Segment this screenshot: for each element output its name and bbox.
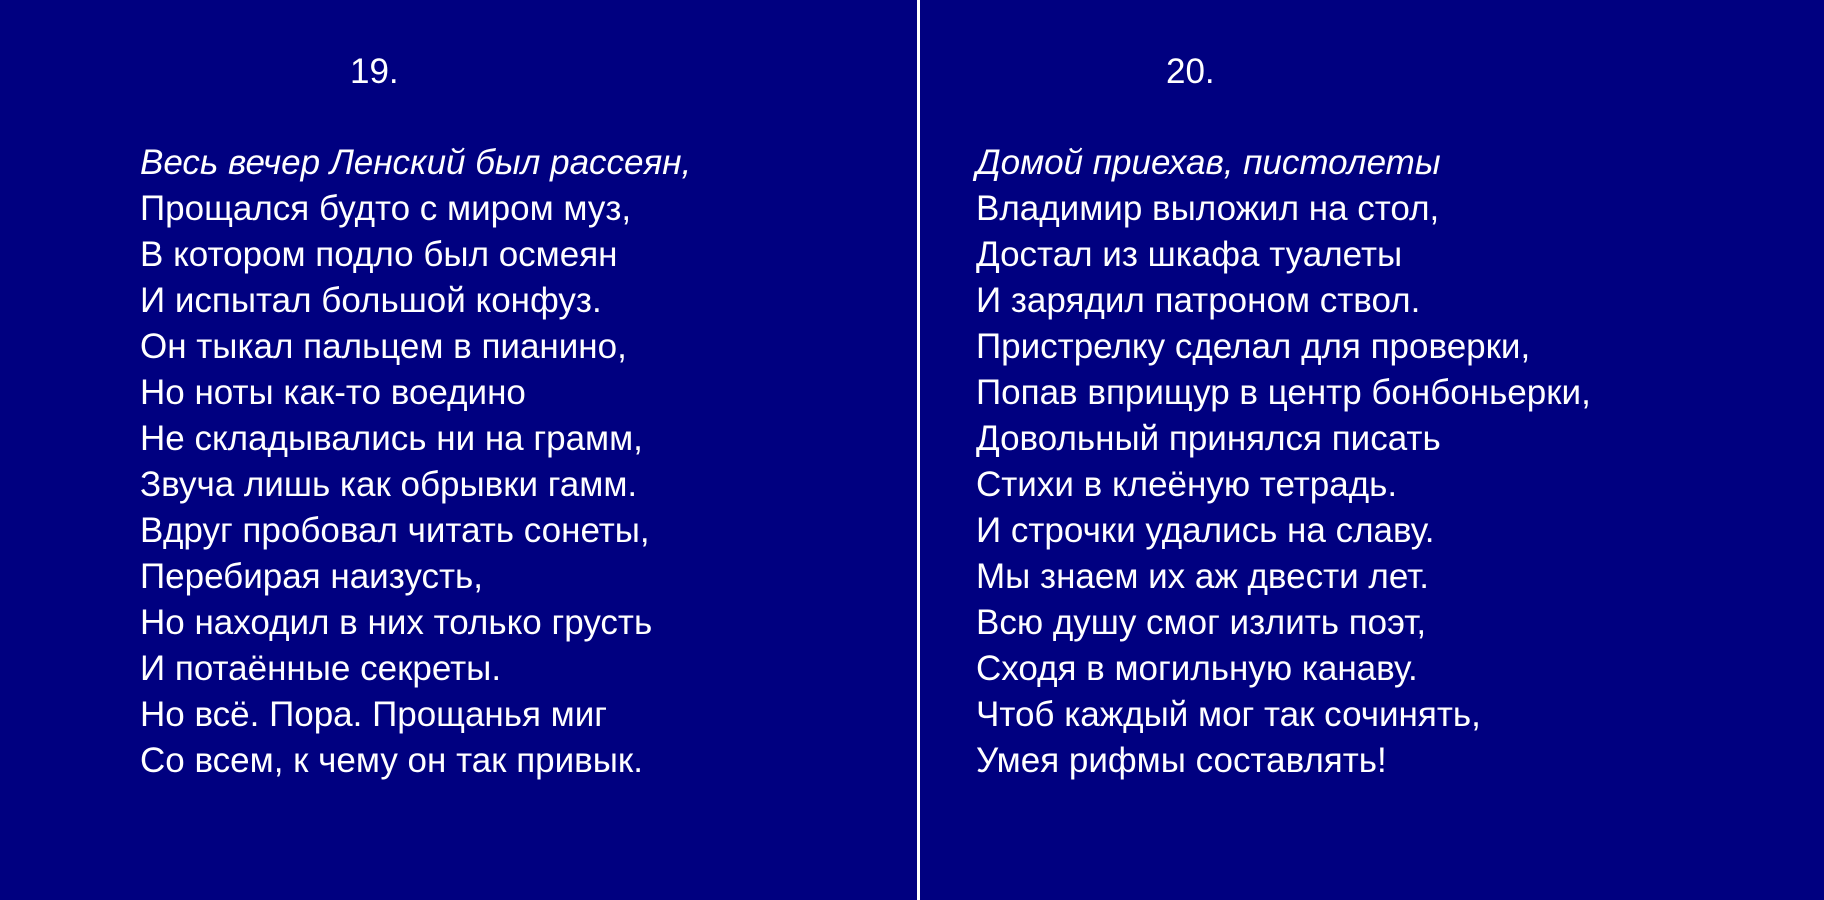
verse-line: Перебирая наизусть,	[140, 557, 483, 596]
verse-line: Сходя в могильную канаву.	[976, 649, 1418, 688]
stanza-number: 20.	[1166, 52, 1215, 91]
verse-line: Попав вприщур в центр бонбоньерки,	[976, 373, 1591, 412]
verse-line: Вдруг пробовал читать сонеты,	[140, 511, 650, 550]
verse-line: Он тыкал пальцем в пианино,	[140, 327, 627, 366]
verse-line: Не складывались ни на грамм,	[140, 419, 643, 458]
column-divider	[917, 0, 920, 900]
verse-line: Довольный принялся писать	[976, 419, 1441, 458]
stanza-number: 19.	[350, 52, 399, 91]
verse-line: Звуча лишь как обрывки гамм.	[140, 465, 638, 504]
verse-line: И потаённые секреты.	[140, 649, 502, 688]
verse-line: Владимир выложил на стол,	[976, 189, 1440, 228]
stanza-lines	[140, 140, 691, 784]
verse-line: Со всем, к чему он так привык.	[140, 741, 643, 780]
verse-line: В котором подло был осмеян	[140, 235, 618, 274]
verse-line: Умея рифмы составлять!	[976, 741, 1387, 780]
verse-line: Весь вечер Ленский был рассеян,	[140, 143, 692, 182]
verse-line: И испытал большой конфуз.	[140, 281, 602, 320]
verse-line: Мы знаем их аж двести лет.	[976, 557, 1430, 596]
verse-line: Всю душу смог излить поэт,	[976, 603, 1427, 642]
verse-line: Домой приехав, пистолеты	[976, 143, 1441, 182]
verse-line: Стихи в клеёную тетрадь.	[976, 465, 1398, 504]
stanza-lines	[976, 140, 1591, 784]
verse-line: Но ноты как-то воедино	[140, 373, 526, 412]
verse-line: Но находил в них только грусть	[140, 603, 653, 642]
verse-line: Чтоб каждый мог так сочинять,	[976, 695, 1481, 734]
verse-line: И зарядил патроном ствол.	[976, 281, 1421, 320]
verse-line: Прощался будто с миром муз,	[140, 189, 632, 228]
verse-line: Но всё. Пора. Прощанья миг	[140, 695, 608, 734]
verse-line: Достал из шкафа туалеты	[976, 235, 1403, 274]
verse-line: И строчки удались на славу.	[976, 511, 1435, 550]
verse-line: Пристрелку сделал для проверки,	[976, 327, 1531, 366]
